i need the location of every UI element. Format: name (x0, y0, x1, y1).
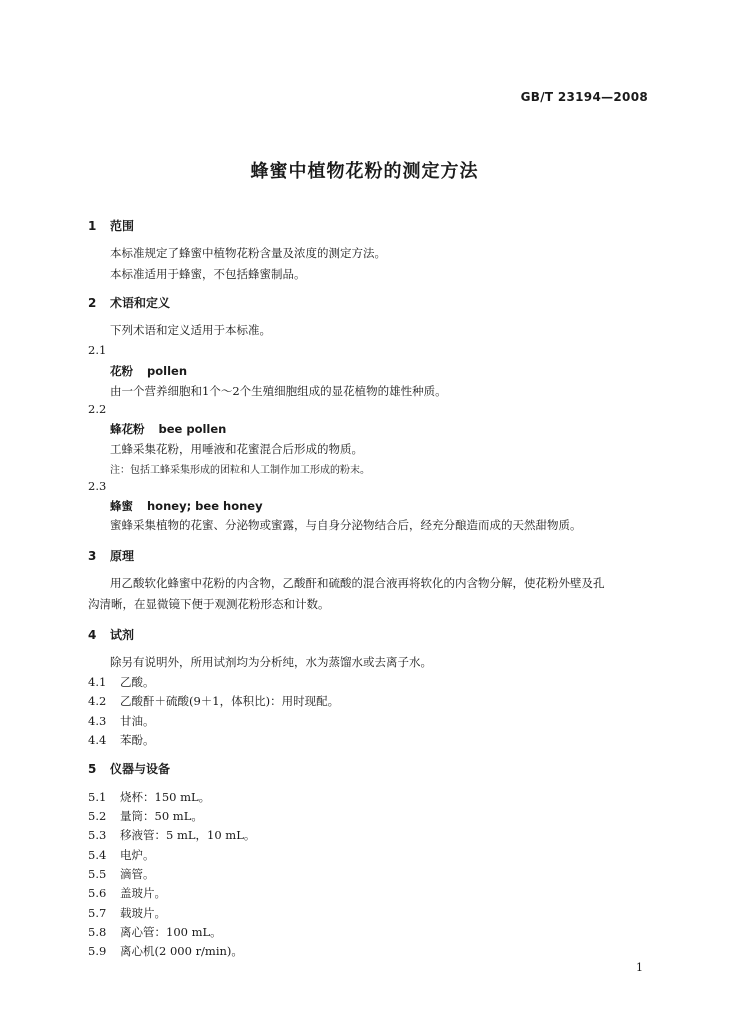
term-zh: 花粉 (110, 364, 133, 378)
section-number: 3 (88, 549, 97, 563)
item-text: 离心管：100 mL。 (120, 925, 222, 939)
section-number: 1 (88, 219, 97, 233)
item-number: 5.1 (88, 790, 107, 804)
list-item (88, 847, 155, 863)
section-3-heading (88, 547, 134, 564)
list-item (88, 866, 155, 882)
definition: 由一个营养细胞和1个～2个生殖细胞组成的显花植物的雄性种质。 (110, 384, 447, 398)
item-number: 5.6 (88, 886, 107, 900)
term-zh: 蜂花粉 (110, 422, 145, 436)
clause-number: 2.1 (88, 343, 107, 357)
item-text: 离心机(2 000 r/min)。 (120, 944, 243, 958)
list-item (88, 924, 222, 940)
item-number: 4.1 (88, 675, 107, 689)
clause-number: 2.3 (88, 479, 107, 493)
term-en: honey; bee honey (147, 499, 263, 513)
item-text: 电炉。 (120, 848, 155, 862)
term-entry (110, 421, 226, 437)
note: 注：包括工蜂采集形成的团粒和人工制作加工形成的粉末。 (110, 465, 370, 476)
item-number: 4.4 (88, 733, 107, 747)
list-item (88, 827, 255, 843)
section-number: 5 (88, 762, 97, 776)
item-text: 量筒：50 mL。 (120, 809, 203, 823)
item-text: 滴管。 (120, 867, 155, 881)
item-number: 5.9 (88, 944, 107, 958)
item-text: 苯酚。 (120, 733, 155, 747)
section-title: 试剂 (110, 628, 135, 642)
paragraph: 本标准适用于蜂蜜，不包括蜂蜜制品。 (110, 267, 306, 281)
section-2-heading (88, 294, 170, 311)
section-title: 范围 (110, 219, 135, 233)
item-text: 盖玻片。 (120, 886, 166, 900)
item-number: 5.3 (88, 828, 107, 842)
section-title: 仪器与设备 (110, 762, 171, 776)
term-en: pollen (147, 364, 188, 378)
paragraph: 沟清晰，在显微镜下便于观测花粉形态和计数。 (88, 597, 330, 611)
section-title: 术语和定义 (110, 296, 171, 310)
list-item (88, 789, 210, 805)
item-text: 载玻片。 (120, 906, 166, 920)
item-number: 5.5 (88, 867, 107, 881)
item-number: 4.2 (88, 694, 107, 708)
paragraph: 下列术语和定义适用于本标准。 (110, 323, 271, 337)
term-entry (110, 498, 263, 514)
definition: 工蜂采集花粉，用唾液和花蜜混合后形成的物质。 (110, 442, 363, 456)
section-5-heading (88, 760, 170, 777)
term-zh: 蜂蜜 (110, 499, 133, 513)
clause-number: 2.2 (88, 402, 107, 416)
list-item (88, 885, 166, 901)
term-en: bee pollen (158, 422, 227, 436)
definition: 蜜蜂采集植物的花蜜、分泌物或蜜露，与自身分泌物结合后，经充分酿造而成的天然甜物质。 (110, 518, 582, 532)
item-text: 乙酸酐＋硫酸(9＋1，体积比)：用时现配。 (120, 694, 340, 708)
list-item (88, 943, 243, 959)
paragraph: 用乙酸软化蜂蜜中花粉的内含物，乙酸酐和硫酸的混合液再将软化的内含物分解，使花粉外壁及孔 (110, 576, 605, 590)
paragraph: 除另有说明外，所用试剂均为分析纯，水为蒸馏水或去离子水。 (110, 655, 432, 669)
term-entry (110, 363, 187, 379)
paragraph: 本标准规定了蜂蜜中植物花粉含量及浓度的测定方法。 (110, 246, 386, 260)
list-item (88, 732, 155, 748)
item-text: 乙酸。 (120, 675, 155, 689)
list-item (88, 713, 155, 729)
item-number: 5.4 (88, 848, 107, 862)
list-item (88, 808, 203, 824)
section-title: 原理 (110, 549, 135, 563)
item-number: 5.8 (88, 925, 107, 939)
standard-number: GB/T 23194—2008 (520, 90, 648, 104)
section-number: 4 (88, 628, 97, 642)
page-number: 1 (636, 961, 643, 974)
list-item (88, 693, 339, 709)
item-text: 移液管：5 mL，10 mL。 (120, 828, 256, 842)
document-title: 蜂蜜中植物花粉的测定方法 (250, 161, 479, 182)
list-item (88, 674, 155, 690)
item-text: 甘油。 (120, 714, 155, 728)
section-number: 2 (88, 296, 97, 310)
item-number: 5.7 (88, 906, 107, 920)
list-item (88, 905, 166, 921)
item-number: 4.3 (88, 714, 107, 728)
section-1-heading (88, 217, 134, 234)
item-number: 5.2 (88, 809, 107, 823)
item-text: 烧杯：150 mL。 (120, 790, 211, 804)
section-4-heading (88, 626, 134, 643)
